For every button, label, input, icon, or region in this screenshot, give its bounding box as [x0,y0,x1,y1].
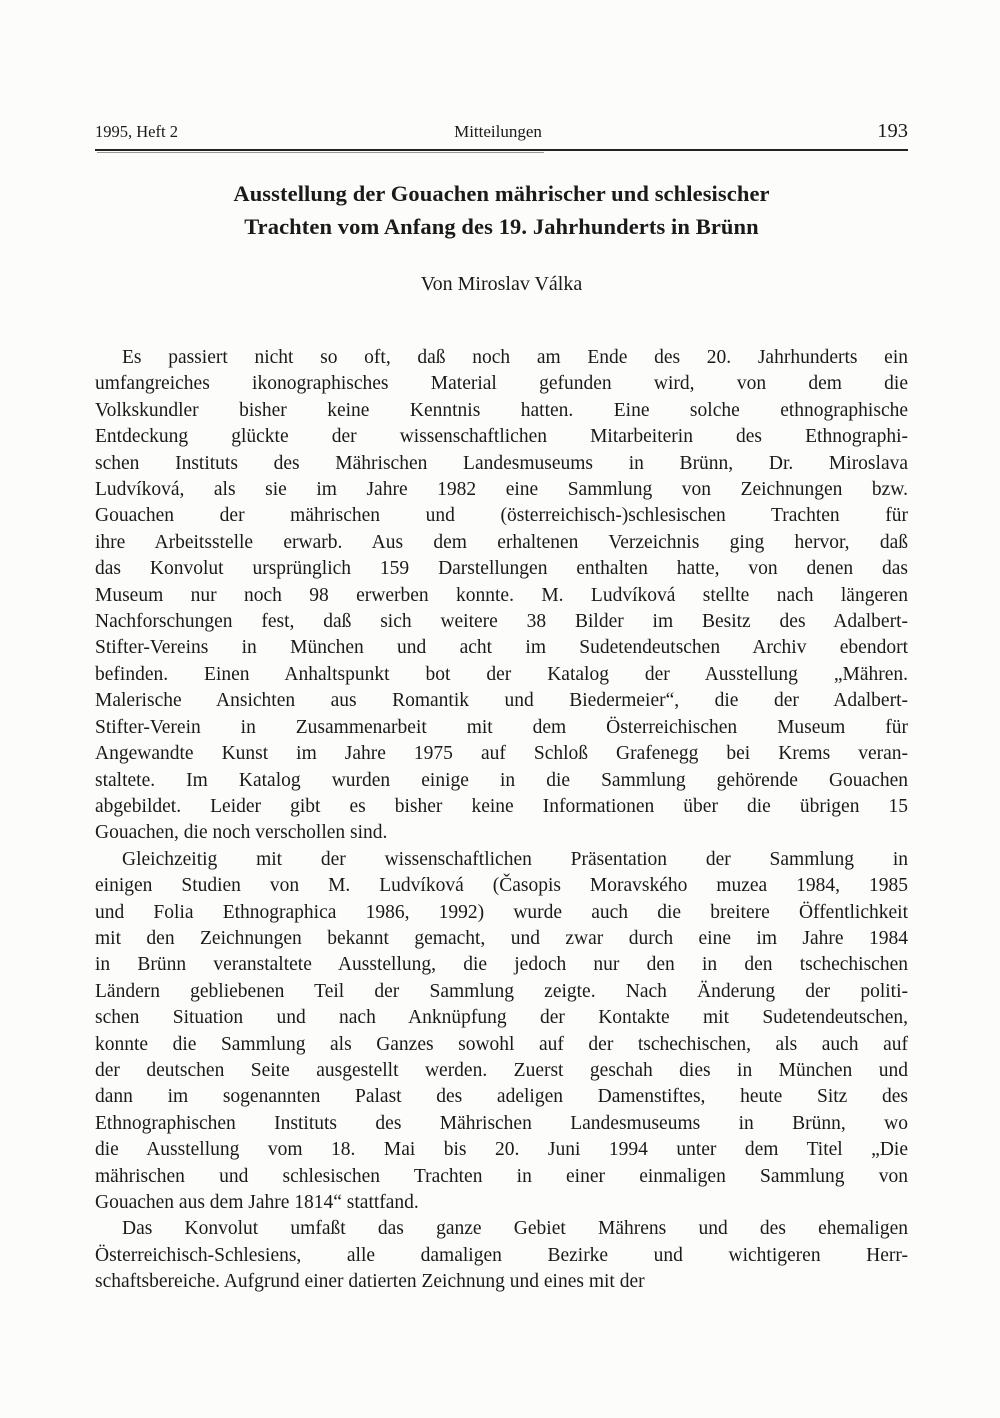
text-line: Gleichzeitig mit der wissenschaftlichen Präsentation der Sammlung in [122,848,908,870]
text-line: Entdeckung glückte der wissenschaftlichen Mitarbeiterin des Ethnographi- [95,426,908,448]
text-line: Gouachen aus dem Jahre 1814“ stattfand. [95,1192,419,1213]
text-line: Nachforschungen fest, daß sich weitere 38 Bilder im Besitz des Adalbert- [95,611,908,633]
text-line: schaftsbereiche. Aufgrund einer datierten Zeichnung und eines mit der [95,1271,645,1293]
text-line: Ethnographischen Instituts des Mährischen Landesmuseums in Brünn, wo [95,1112,908,1134]
text-line: Museum nur noch 98 erwerben konnte. M. Ludvíková stellte nach längeren [95,584,908,606]
text-line: mit den Zeichnungen bekannt gemacht, und zwar durch eine im Jahre 1984 [95,927,908,949]
text-line: Malerische Ansichten aus Romantik und Biedermeier“, die der Adalbert- [95,690,908,712]
article-title-line-1: Ausstellung der Gouachen mährischer und schlesischer [233,181,770,206]
header-rule [95,149,908,151]
text-line: ihre Arbeitsstelle erwarb. Aus dem erhaltenen Verzeichnis ging hervor, daß [95,531,908,553]
article-title-line-2: Trachten vom Anfang des 19. Jahrhunderts in Brünn [244,214,759,239]
article-body [95,345,908,1296]
text-line: und Folia Ethnographica 1986, 1992) wurde auch die breitere Öffentlichkeit [95,901,908,923]
text-line: umfangreiches ikonographisches Material gefunden wird, von dem die [95,373,908,395]
text-line: Angewandte Kunst im Jahre 1975 auf Schloß Grafenegg bei Krems veran- [95,743,908,765]
text-line: befinden. Einen Anhaltspunkt bot der Katalog der Ausstellung „Mähren. [95,663,908,685]
text-line: Gouachen, die noch verschollen sind. [95,822,388,844]
page-content [95,115,908,1296]
text-line: der deutschen Seite ausgestellt werden. Zuerst geschah dies in München und [95,1059,908,1081]
text-line: Ludvíková, als sie im Jahre 1982 eine Sammlung von Zeichnungen bzw. [95,479,908,501]
text-line: konnte die Sammlung als Ganzes sowohl auf der tschechischen, als auch auf [95,1033,908,1055]
running-header [95,115,908,142]
text-line: staltete. Im Katalog wurden einige in die Sammlung gehörende Gouachen [95,769,908,791]
page-number: 193 [877,120,908,142]
text-line: Ländern gebliebenen Teil der Sammlung zeigte. Nach Änderung der politi- [95,980,908,1002]
issue-label: 1995, Heft 2 [95,122,178,141]
text-line: Volkskundler bisher keine Kenntnis hatten. Eine solche ethnographische [95,399,908,421]
text-line: Es passiert nicht so oft, daß noch am Ende des 20. Jahrhunderts ein [122,347,908,368]
paragraph [95,1216,908,1295]
text-line: schen Instituts des Mährischen Landesmuseums in Brünn, Dr. Miroslava [95,452,908,474]
text-line: Gouachen der mährischen und (österreichisch-)schlesischen Trachten für [95,505,908,527]
text-line: abgebildet. Leider gibt es bisher keine Informationen über die übrigen 15 [95,795,908,817]
article-title [95,177,908,243]
text-line: Das Konvolut umfaßt das ganze Gebiet Mährens und des ehemaligen [122,1218,908,1240]
text-line: Stifter-Vereins in München und acht im Sudetendeutschen Archiv ebendort [95,637,908,659]
text-line: das Konvolut ursprünglich 159 Darstellungen enthalten hatte, von denen das [95,558,908,580]
text-line: schen Situation und nach Anknüpfung der Kontakte mit Sudetendeutschen, [95,1007,908,1029]
text-line: mährischen und schlesischen Trachten in einer einmaligen Sammlung von [95,1165,908,1187]
text-line: Österreichisch-Schlesiens, alle damaligen Bezirke und wichtigeren Herr- [95,1244,908,1266]
author-line: Von Miroslav Válka [420,273,583,295]
text-line: die Ausstellung vom 18. Mai bis 20. Juni 1994 unter dem Titel „Die [95,1139,908,1161]
text-line: einigen Studien von M. Ludvíková (Časopis Moravského muzea 1984, 1985 [95,875,908,897]
paragraph [95,847,908,1217]
text-line: in Brünn veranstaltete Ausstellung, die jedoch nur den in den tschechischen [95,954,908,976]
text-line: dann im sogenannten Palast des adeligen Damenstiftes, heute Sitz des [95,1086,908,1108]
running-title: Mitteilungen [454,122,542,141]
paragraph [95,345,908,847]
text-line: Stifter-Verein in Zusammenarbeit mit dem Österreichischen Museum für [95,716,908,738]
